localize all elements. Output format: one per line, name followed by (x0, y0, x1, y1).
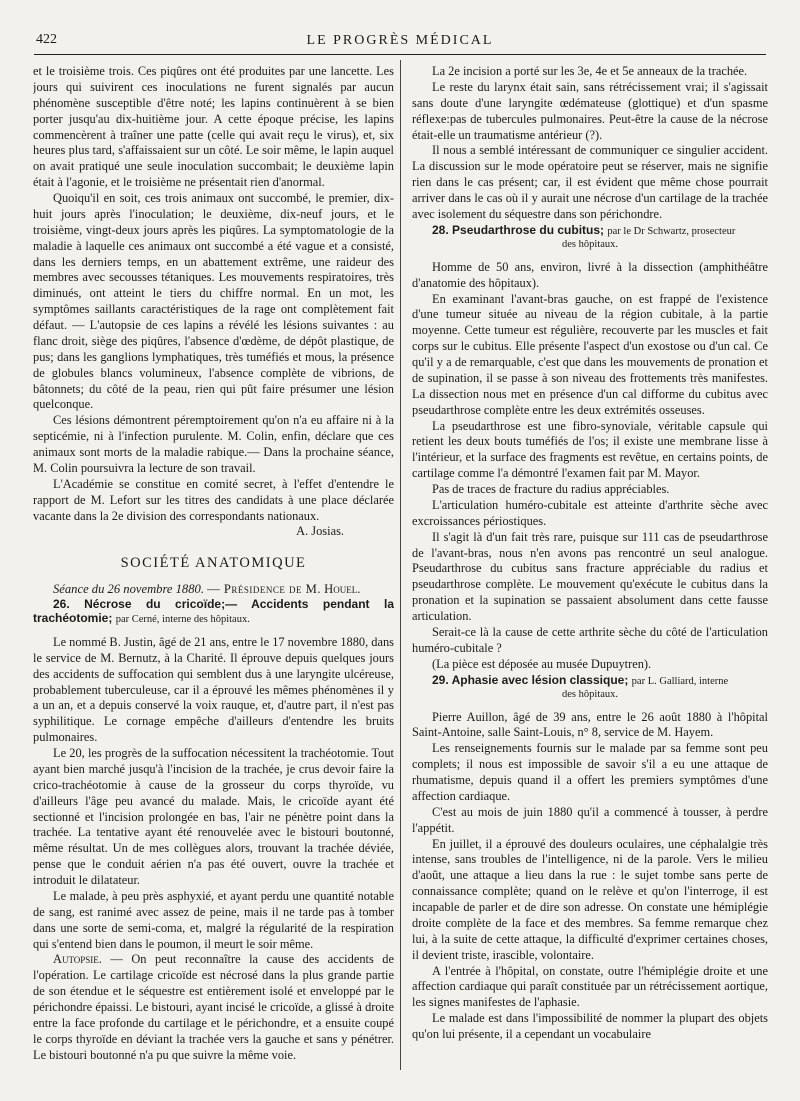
right-column (412, 64, 768, 1076)
running-head: LE PROGRÈS MÉDICAL (306, 33, 494, 48)
signature: A. Josias. (296, 524, 344, 539)
article-29-subline: des hôpitaux. (562, 689, 618, 701)
left-column (33, 64, 394, 1076)
right-paragraph: La pseudarthrose est une fibro-synoviale, véritable capsule qui retient les deux bouts tuméfiés de l'os; il existe une membrane lisse à l'intérieur, et la surface des fragments est revêtue, en certains points, de cartilage comme l'a démontré l'examen fait par M. Mayor. (412, 418, 768, 481)
article-26-title: 26. Nécrose du cricoïde;— Accidents pendant la trachéotomie; (33, 596, 394, 626)
column-rule (400, 60, 401, 1070)
right-paragraph: A l'entrée à l'hôpital, on constate, outre l'hémiplégie droite et une affection cardiaque qui paraît constituée par un rétrécissement aortique, les signes manifestes de l'aphasie. (412, 963, 768, 1010)
right-paragraph: Serait-ce là la cause de cette arthrite sèche du côté de l'articulation huméro-cubitale ? (412, 624, 768, 655)
left-paragraph: L'Académie se constitue en comité secret, à l'effet d'entendre le rapport de M. Lefort sur les titres des candidats à une place déclarée vacante dans la 2e division des correspondants nationaux. (33, 476, 394, 523)
seance-date: Séance du 26 novembre 1880. (53, 581, 204, 596)
society-title: SOCIÉTÉ ANATOMIQUE (120, 555, 307, 572)
right-paragraph: Les renseignements fournis sur le malade par sa femme sont peu complets; il nous est impossible de savoir s'il a eu une attaque de rhumatisme, depuis quand il a offert les premiers symptômes d'une affection cardiaque. (412, 741, 768, 803)
left-paragraph: Quoiqu'il en soit, ces trois animaux ont succombé, le premier, dix-huit jours après l'inoculation; le deuxième, dix-neuf jours, et le troisième, vingt-deux jours après les piqûres. La symptomatologie de la maladie à laquelle ces animaux ont succombé a été vague et a consisté, dans les derniers temps, en un abattement extrême, une raideur des membres avec secousses tétaniques. Les mouvements respiratoires, très diminués, ont atteint le tiers du chiffre normal. En un mot, les symptômes saillants caractéristiques de la rage ont complètement fait défaut. — L'autopsie de ces lapins a révélé les lésions suivantes : au flanc droit, siège des piqûres, l'absence d'œdème, de dépôt plastique, de pus; dans les ganglions lymphatiques, très tuméfiés et mous, la présence de globules blancs volumineux, l'absence complète de vibrions, de bâtonnets; du côté de la peau, rien qui pût faire présumer une lésion quelconque. (33, 191, 394, 412)
article-29-byline: par L. Galliard, interne (631, 675, 729, 687)
right-paragraph: C'est au mois de juin 1880 qu'il a commencé à tousser, à perdre l'appétit. (412, 804, 768, 835)
right-paragraph: Il nous a semblé intéressant de communiquer ce singulier accident. La discussion sur le mode opératoire peut se réserver, mais ne signifie rien dans le cas présent; car, il est évident que même chose pourrait arriver dans le cas où il y aurait une nécrose d'un cartilage de la trachée avec isolement du séquestre dans son périchondre. (412, 143, 768, 221)
article-29-heading (412, 673, 768, 689)
left-paragraph: Le 20, les progrès de la suffocation nécessitent la trachéotomie. Tout ayant bien marché jusqu'à l'incision de la trachée, je crus devoir faire la crico-trachéotomie à cause de la grosseur du corps thyroïde, vu d'ailleurs l'âge peu avancé du malade. Mais, le cricoïde ayant été sectionné et l'incision prolongée en bas, l'air ne pénètre point dans la trachée. La tentative ayant été renouvelée avec le bistouri boutonné, même résultat. Un de mes collègues alors, trouvant la trachée déviée, pense que le conduit aérien n'a pas été ouvert, ouvre la trachée et introduit le dilatateur. (33, 746, 394, 888)
right-paragraph: Pas de traces de fracture du radius appréciables. (432, 482, 670, 497)
seance-presidence: — Présidence de M. (207, 581, 322, 596)
right-paragraph: (La pièce est déposée au musée Dupuytren). (432, 656, 652, 671)
right-paragraph: Pierre Auillon, âgé de 39 ans, entre le 26 août 1880 à l'hôpital Saint-Antoine, salle Saint-Louis, n° 8, service de M. Hayem. (412, 709, 768, 740)
right-paragraph: Homme de 50 ans, environ, livré à la dissection (amphithéâtre d'anatomie des hôpitaux). (412, 259, 768, 290)
right-paragraph: L'articulation huméro-cubitale est atteinte d'arthrite sèche avec excroissances périostiques. (412, 497, 768, 528)
left-paragraph: Ces lésions démontrent péremptoirement qu'on n'a eu affaire ni à la septicémie, ni à l'infection purulente. M. Colin, enfin, déclare que ces animaux sont morts de la maladie rabique.— Dans la prochaine séance, M. Colin poursuivra la lecture de son travail. (33, 413, 394, 475)
right-paragraph: En juillet, il a éprouvé des douleurs oculaires, une céphalalgie très intense, sans troubles de l'intelligence, ni de la parole. Vers le milieu d'août, une attaque a lieu dans la rue : le sujet tombe sans perte de connaissance complète; quand on le relève et qu'on l'interroge, il est incapable de parler et de dire son adresse. On constate une hémiplégie droite complète de la face et des membres. Sa femme remarque chez lui, à la suite de cette attaque, la difficulté d'exprimer certaines choses, il devient triste, irascible, volontaire. (412, 836, 768, 962)
autopsie-text: — On peut reconnaître la cause des accidents de l'opération. Le cartilage cricoïde est nécrosé dans la plus grande partie de son étendue et le séquestre est entièrement isolé et enveloppé par le périchondre épaissi. Le bistouri, ayant incisé le cricoïde, a glissé à droite entre la face profonde du cartilage et le périchondre, et a ensuite coupé le corps thyroïde en déviant la trachée vers la gauche et sans y pénétrer. Le bistouri boutonné n'a pu que suivre la même voie. (33, 952, 394, 1062)
right-paragraph: Le malade est dans l'impossibilité de nommer la plupart des objets qu'on lui présente, il a cependant un vocabulaire (412, 1011, 768, 1042)
article-28-subline: des hôpitaux. (562, 239, 618, 251)
page-number: 422 (36, 32, 57, 47)
seance-line (33, 581, 394, 597)
right-paragraph: La 2e incision a porté sur les 3e, 4e et 5e anneaux de la trachée. (432, 64, 748, 78)
article-26-byline: par Cerné, interne des hôpitaux. (115, 614, 250, 626)
left-paragraph: Le nommé B. Justin, âgé de 21 ans, entre le 17 novembre 1880, dans le service de M. Bernutz, à la Charité. Il éprouve depuis quelques jours des accidents de suffocation qui semblent dus à une laryngite ulcéreuse, probablement tuberculeuse, car il a éprouvé les mêmes phénomènes il y a un an, et a depuis conservé la voix rauque, et, d'autre part, il n'est pas syphilitique. Le cornage empêche d'ailleurs d'entendre les bruits pulmonaires. (33, 634, 394, 745)
right-paragraph: En examinant l'avant-bras gauche, on est frappé de l'existence d'une tumeur située au niveau de la région cubitale, à la partie moyenne. Cette tumeur est régulière, recouverte par les muscles et fait corps sur le cubitus. Elle présente l'aspect d'un exostose ou d'un cal. Ce qu'il y a de remarquable, c'est que dans les mouvements de pronation et de supination, il se passe à son niveau des frottements très manifestes. La dissection nous met en présence d'un cal difforme du cubitus avec pseudarthrose complète entre les deux extrémités osseuses. (412, 291, 768, 417)
right-paragraph: Le reste du larynx était sain, sans rétrécissement vrai; il s'agissait sans doute d'une laryngite œdémateuse (glottique) et d'un spasme réflexe:pas de tubercules pulmonaires. Peut-être la cause de la nécrose était-elle un traumatisme antérieur (?). (412, 79, 768, 142)
article-28-heading (412, 223, 768, 239)
header-rule (34, 54, 766, 55)
right-paragraph: Il s'agit là d'un fait très rare, puisque sur 111 cas de pseudarthrose de l'avant-bras, nous n'en avons pas rencontré un seul analogue. Pseudarthrose du cubitus sans fracture appréciable du radius et pseudarthrose complète. Le mouvement qu'exécute le cubitus dans la pronation et la supination se passaient absolument dans cette fausse articulation. (412, 529, 768, 624)
seance-president: Houel. (324, 581, 361, 596)
article-28-title: 28. Pseudarthrose du cubitus; (432, 222, 605, 237)
autopsie-lead: Autopsie. (53, 952, 102, 967)
article-26-heading (33, 597, 394, 627)
article-28-byline: par le Dr Schwartz, prosecteur (607, 225, 736, 237)
left-paragraph: Le malade, à peu près asphyxié, et ayant perdu une quantité notable de sang, est ranimé avec assez de peine, mais il ne tarde pas à tomber dans une sorte de semi-coma, et, malgré la régularité de la respiration qui s'entend bien dans le poumon, il meurt le soir même. (33, 888, 394, 951)
autopsie-paragraph (33, 952, 394, 1063)
left-paragraph: et le troisième trois. Ces piqûres ont été produites par une lancette. Les jours qui suivirent ces inoculations ne furent signalés par aucun phénomène susceptible d'être noté; les lapins continuèrent à se bien porter jusqu'au dix-huitième jour. A cette époque précise, les lapins commencèrent à traîner une patte (celle qui avait reçu le virus), et, six heures plus tard, s'affaissaient sur un côté. Le soir même, le lapin auquel on avait pratiqué une seule inoculation succombait; le deuxième lapin était à l'agonie, et le troisième ne présentait rien d'anormal. (33, 64, 394, 190)
article-29-title: 29. Aphasie avec lésion classique; (432, 672, 629, 687)
